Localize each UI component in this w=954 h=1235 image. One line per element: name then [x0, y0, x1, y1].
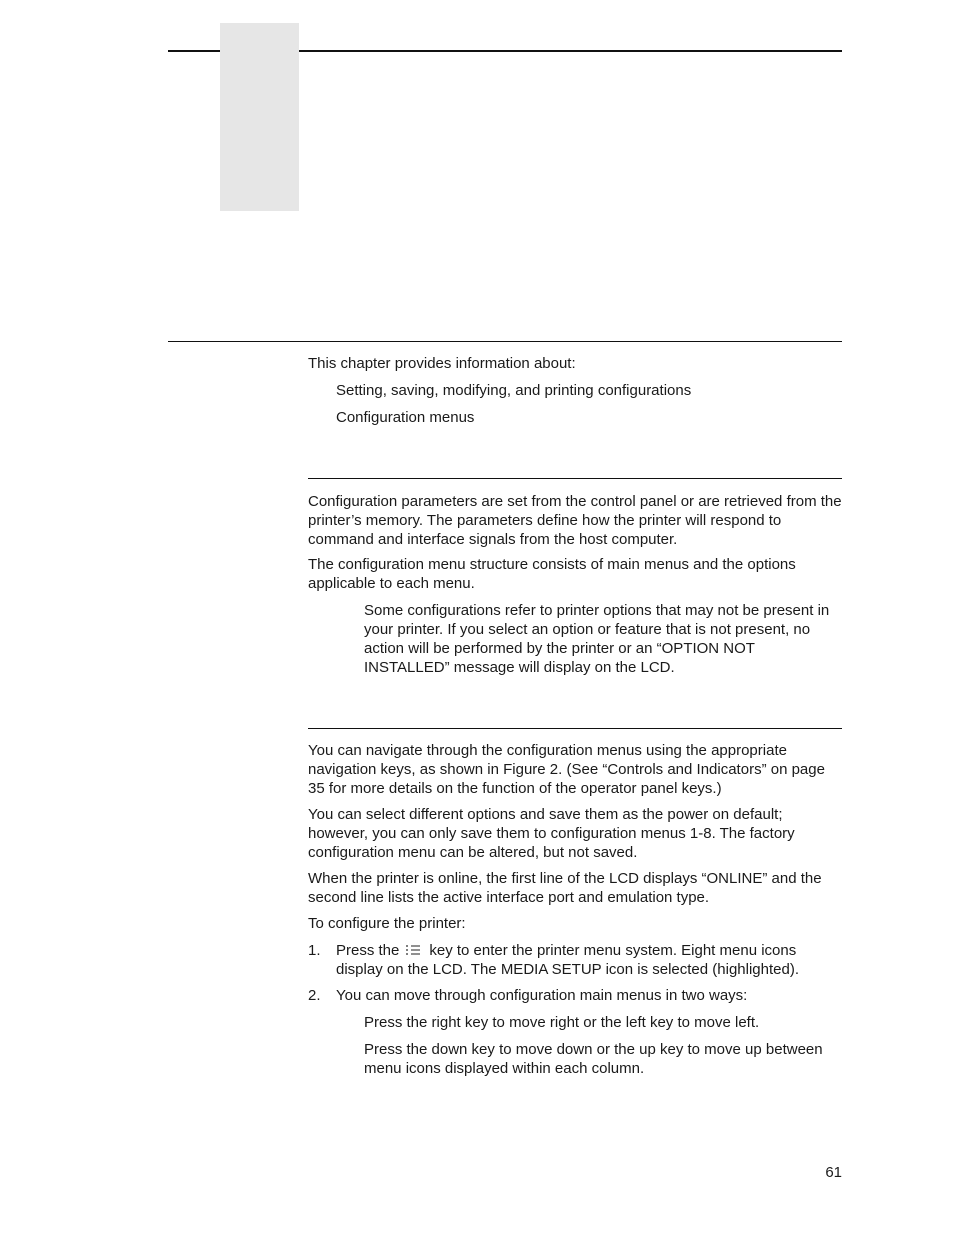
- chapter-tab: [220, 23, 299, 211]
- sub-item: Press the down key to move down or the up key to move up between menu icons displayed within each column.: [364, 1041, 823, 1077]
- step-text: [336, 941, 842, 979]
- navigation-paragraph: When the printer is online, the first line of the LCD displays “ONLINE” and the second line lists the active interface port and emulation type.: [308, 870, 822, 906]
- step-text: You can move through configuration main menus in two ways:: [336, 987, 748, 1004]
- section-rule-navigation: [308, 728, 842, 729]
- page-number: 61: [825, 1164, 842, 1181]
- step-text-after: key to enter the printer menu system. Eight menu icons display on the LCD. The MEDIA SETUP icon is selected (highlighted).: [336, 942, 800, 978]
- note-text: Some configurations refer to printer options that may not be present in your printer. If you select an option or feature that is not present, no action will be performed by the printer or an “OPTION NOT INSTALLED” message will display on the LCD.: [364, 602, 830, 676]
- step-text-before: Press the: [336, 942, 400, 959]
- navigation-paragraph: You can navigate through the configuration menus using the appropriate navigation keys, as shown in Figure 2. (See “Controls and Indicators” on page 35 for more details on the function of the operator panel keys.): [308, 742, 825, 797]
- navigation-paragraph: To configure the printer:: [308, 915, 466, 932]
- navigation-paragraph: You can select different options and save them as the power on default; however, you can only save them to configuration menus 1-8. The factory configuration menu can be altered, but not saved.: [308, 806, 795, 861]
- overview-paragraph: The configuration menu structure consists of main menus and the options applicable to each menu.: [308, 556, 796, 592]
- intro-lead: This chapter provides information about:: [308, 355, 576, 372]
- intro-bullet: Configuration menus: [336, 409, 475, 426]
- section-rule-intro: [168, 341, 842, 342]
- intro-bullet: Setting, saving, modifying, and printing configurations: [336, 382, 692, 399]
- overview-paragraph: Configuration parameters are set from the control panel or are retrieved from the printer’s memory. The parameters define how the printer will respond to command and interface signals from the host computer.: [308, 493, 842, 548]
- step-number: 2.: [308, 987, 321, 1004]
- step-number: 1.: [308, 942, 321, 959]
- sub-item: Press the right key to move right or the left key to move left.: [364, 1014, 760, 1031]
- menu-key-icon: [405, 943, 425, 957]
- section-rule-overview: [308, 478, 842, 479]
